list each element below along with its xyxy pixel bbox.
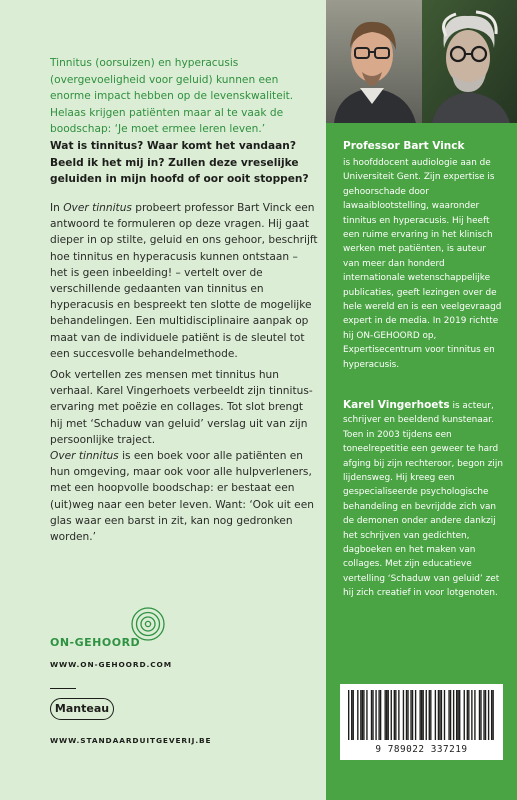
body-p1-prefix: In xyxy=(50,202,64,214)
on-gehoord-logo-text: ON-GEHOORD xyxy=(50,636,141,649)
vingerhoets-bio-block xyxy=(343,398,503,601)
publisher-url: WWW.STANDAARDUITGEVERIJ.BE xyxy=(50,736,212,745)
body-paragraph-3 xyxy=(50,448,318,545)
isbn-number: 9 789022 337219 xyxy=(375,744,468,755)
vinck-bio: is hoofddocent audiologie aan de Universiteit Gent. Zijn expertise is gehoorschade door lawaaiblootstelling, waaronder tinnitus en hyperacusis. Hij heeft een ruime ervaring in het klinisch werken met patiënten, is auteur van meer dan honderd internationale wetenschappelijke publicaties, geeft lezingen over de hele wereld en is een veelgevraagd expert in de media. In 2019 richtte hij ON-GEHOORD op, Expertisecentrum voor tinnitus en hyperacusis. xyxy=(343,158,502,370)
body-paragraph-1 xyxy=(50,200,318,362)
body-paragraph-2: Ook vertellen zes mensen met tinnitus hun verhaal. Karel Vingerhoets verbeeldt zijn tinnitus-ervaring met poëzie en collages. Tot slot brengt hij met ‘Schaduw van geluid’ verslag uit van zijn persoonlijke traject. xyxy=(50,369,313,446)
manteau-logo: Manteau xyxy=(50,698,114,720)
book-title-inline: Over tinnitus xyxy=(63,202,132,214)
on-gehoord-url: WWW.ON-GEHOORD.COM xyxy=(50,660,172,669)
divider xyxy=(50,688,76,689)
book-title-inline-2: Over tinnitus xyxy=(50,450,119,462)
vingerhoets-name: Karel Vingerhoets xyxy=(343,399,450,411)
vinck-name: Professor Bart Vinck xyxy=(343,140,465,152)
barcode-icon xyxy=(348,690,494,740)
questions-paragraph: Wat is tinnitus? Waar komt het vandaan? Beeld ik het mij in? Zullen deze vreselijke geluiden in mijn hoofd of oor ooit stoppen? xyxy=(50,140,309,186)
author-photos xyxy=(326,0,517,123)
vingerhoets-bio: is acteur, schrijver en beeldend kunstenaar. Toen in 2003 tijdens een toneelrepetitie een geweer te hard afging bij zijn rechteroor, begon zijn lijdensweg. Hij kreeg een gespecialiseerde psychologische behandeling en bevrijdde zich van de demonen onder andere dankzij het schrijven van gedichten, dagboeken en het maken van collages. Met zijn educatieve vertelling ‘Schaduw van geluid’ zet hij zich creatief in voor lotgenoten. xyxy=(343,401,503,599)
body-p3-text: is een boek voor alle patiënten en hun omgeving, maar ook voor alle hulpverleners, met een hoopvolle boodschap: er bestaat een (uit)weg naar een beter leven. Want: ‘Ook uit een glas waar een barst in zit, kan nog gedronken worden.’ xyxy=(50,450,314,544)
body-p1-text: probeert professor Bart Vinck een antwoord te formuleren op deze vragen. Hij gaat dieper in op stilte, geluid en ons gehoor, beschrijft hoe tinnitus en hyperacusis kunnen ontstaan – het is geen inbeelding! – vertelt over de verschillende gedaanten van tinnitus en hyperacusis en bespreekt ten slotte de mogelijke behandelingen. Een multidisciplinaire aanpak op maat van de individuele patiënt is de sleutel tot een succesvolle behandelmethode. xyxy=(50,202,318,360)
author-photo-image xyxy=(326,0,517,123)
intro-paragraph: Tinnitus (oorsuizen) en hyperacusis (overgevoeligheid voor geluid) kunnen een enorme impact hebben op de levenskwaliteit. Helaas krijgen patiënten maar al te vaak de boodschap: ‘Je moet ermee leren leven.’ xyxy=(50,57,294,136)
